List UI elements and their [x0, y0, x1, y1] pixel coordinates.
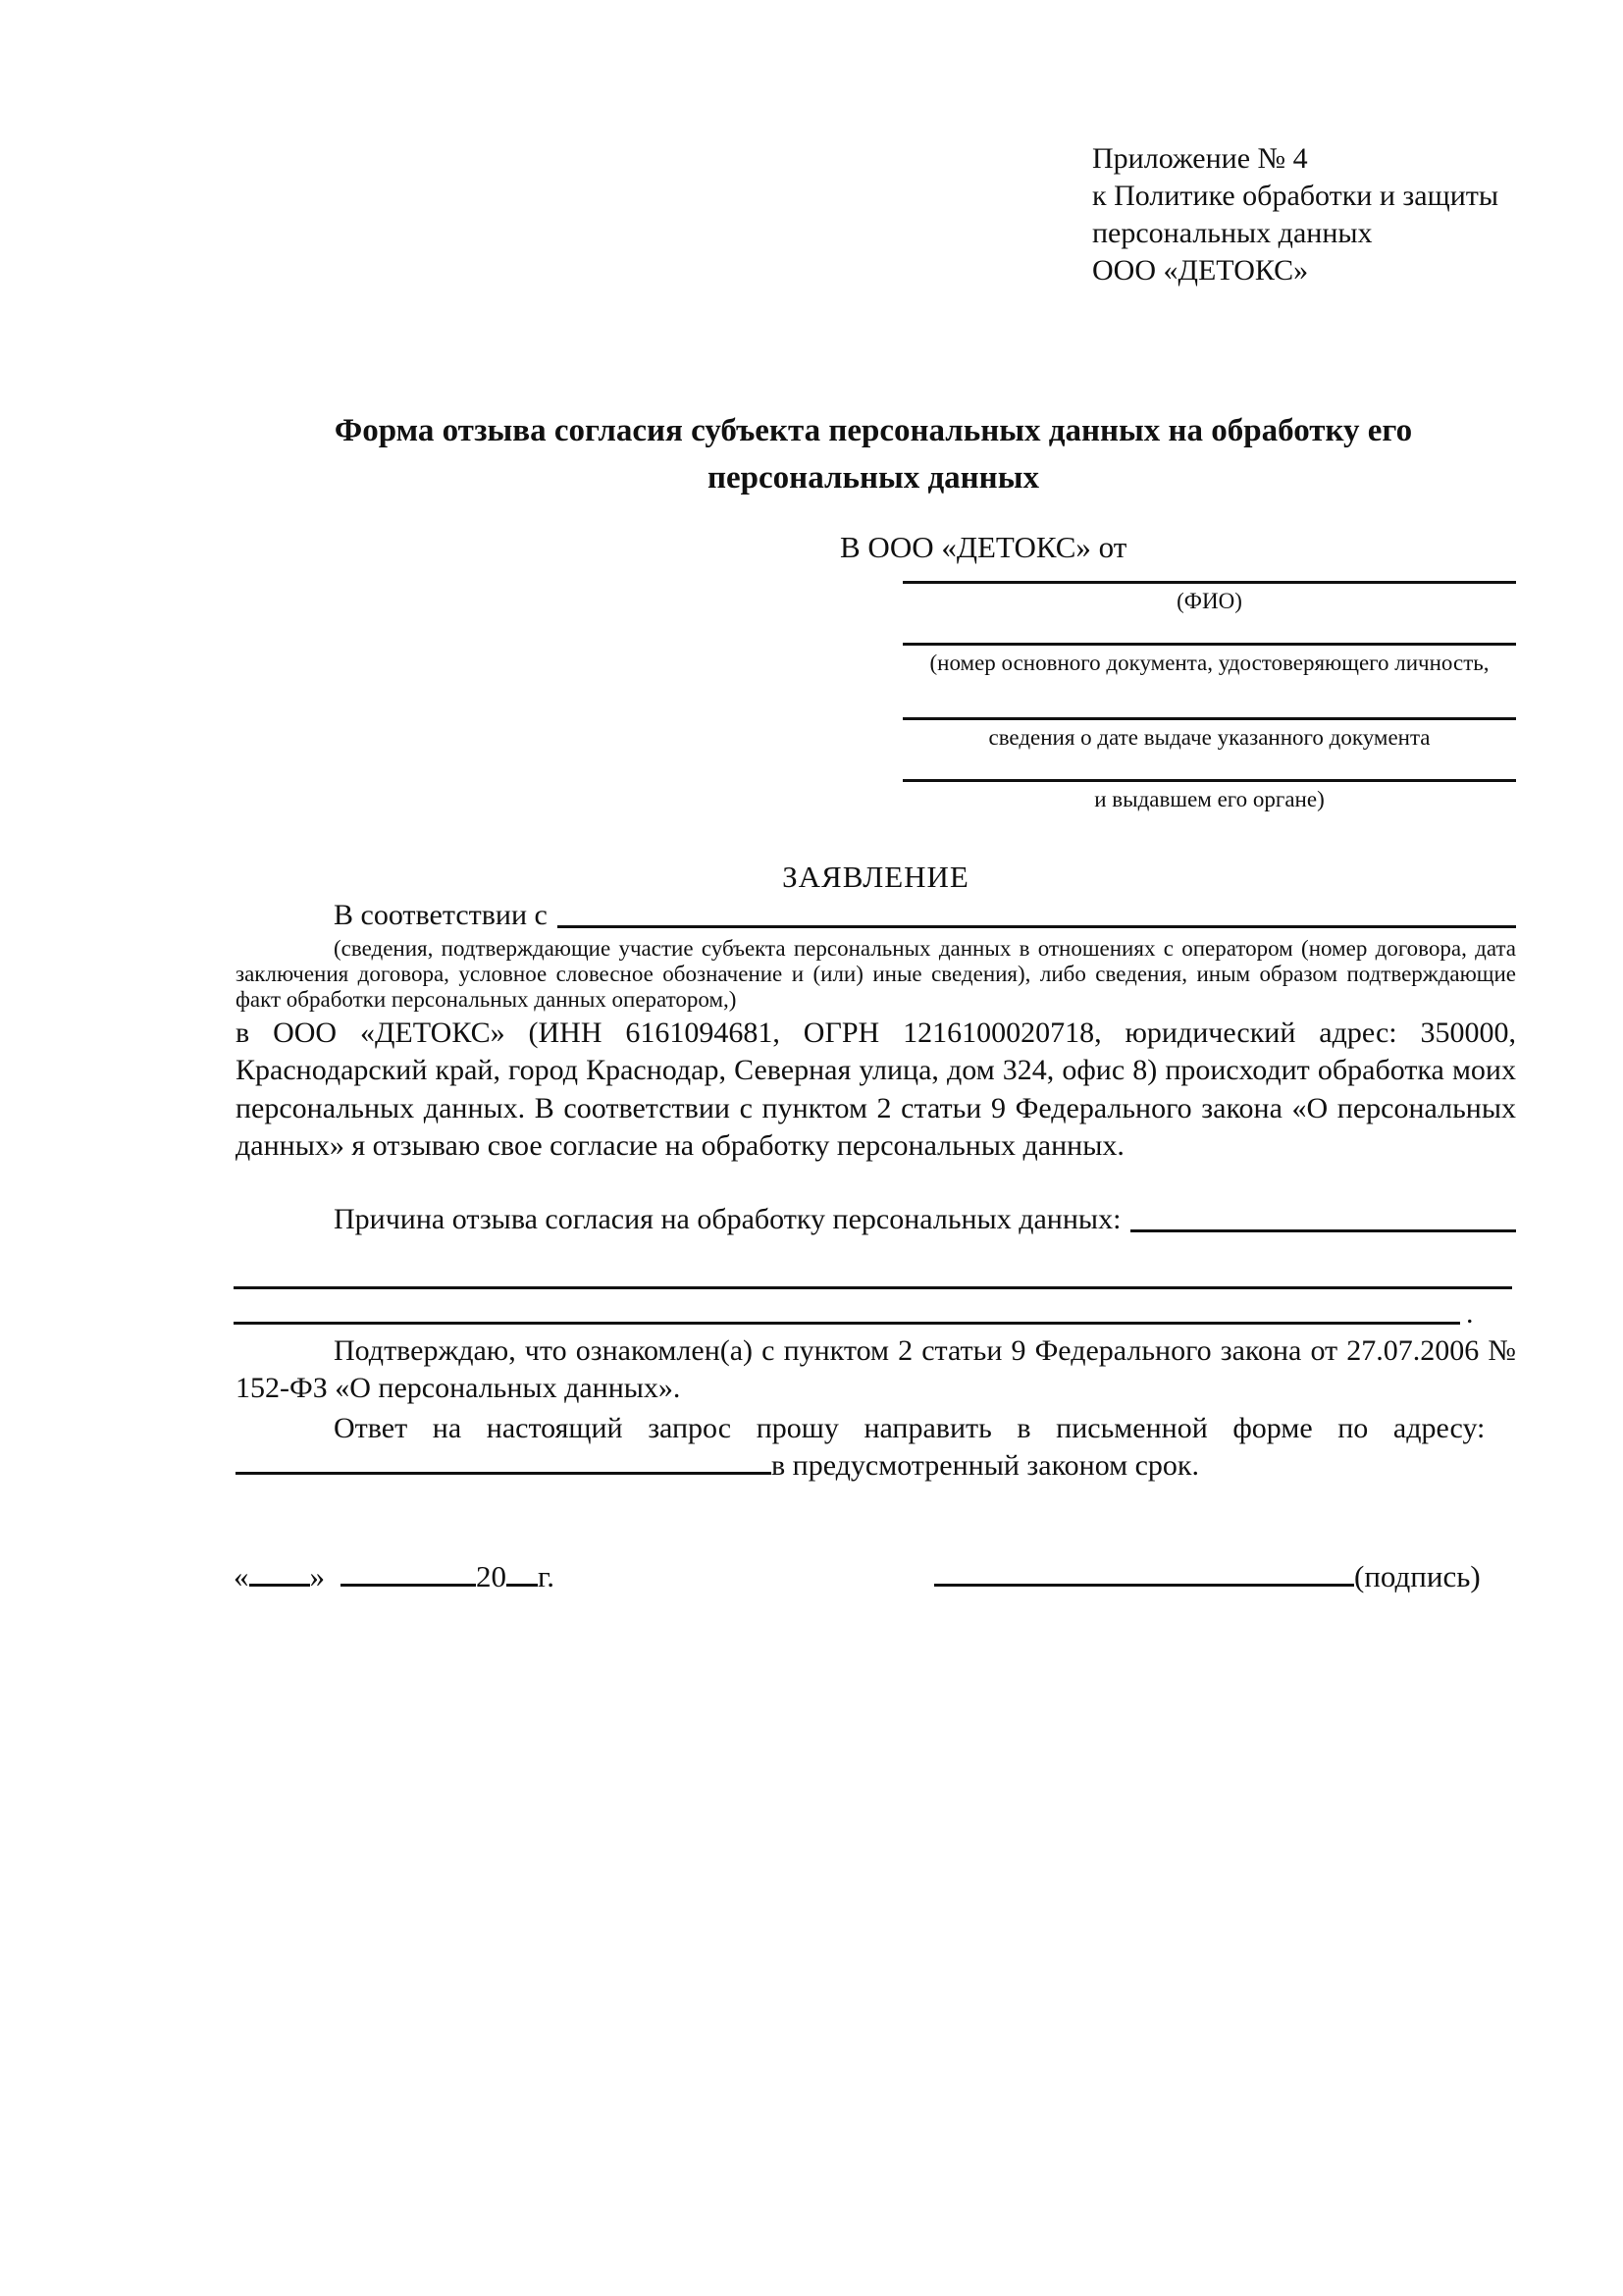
signature-caption: (подпись) [1354, 1559, 1481, 1593]
issuing-authority-caption: и выдавшем его органе) [1094, 787, 1325, 811]
document-title: Форма отзыва согласия субъекта персональных данных на обработку его персональных данных [334, 413, 1413, 496]
document-number-caption: (номер основного документа, удостоверяющего личность, [929, 651, 1490, 675]
fio-blank-line [903, 581, 1516, 584]
date-year-suffix: г. [538, 1559, 554, 1593]
reason-prefix: Причина отзыва согласия на обработку персональных данных: [334, 1203, 1122, 1235]
reply-paragraph [236, 1410, 1516, 1486]
date-row [234, 1559, 554, 1594]
appendix-line-4: ООО «ДЕТОКС» [1092, 254, 1309, 287]
issuing-authority-blank-line [903, 779, 1516, 782]
reason-continuation-line-1 [234, 1286, 1512, 1289]
footnote-text: (сведения, подтверждающие участие субъекта персональных данных в отношениях с оператором (номер договора, дата заключения договора, условное словесное обозначение и (или) иные сведения), либо сведения, иным образом подтверждающие факт обработки персональных данных оператором,) [236, 936, 1516, 1012]
signature-blank-line [934, 1584, 1354, 1587]
confirmation-paragraph: Подтверждаю, что ознакомлен(а) с пунктом 2 статьи 9 Федерального закона от 27.07.2006 № 152-ФЗ «О персональных данных». [236, 1334, 1516, 1405]
accordance-blank-line [557, 925, 1516, 928]
reply-suffix: в предусмотренный законом срок. [771, 1449, 1199, 1483]
statement-heading: ЗАЯВЛЕНИЕ [782, 860, 969, 894]
date-year-prefix: 20 [476, 1559, 506, 1593]
date-year-blank [506, 1584, 538, 1587]
appendix-block [1092, 140, 1498, 289]
date-open-quote: « [234, 1559, 249, 1593]
date-close-quote: » [309, 1559, 325, 1593]
reason-blank-line [1130, 1229, 1516, 1232]
reason-row [236, 1201, 1516, 1238]
addressee-line: В ООО «ДЕТОКС» от [840, 530, 1127, 564]
reason-end-period: . [1466, 1297, 1474, 1330]
document-number-blank-line [903, 643, 1516, 646]
date-day-blank [249, 1584, 310, 1587]
reason-continuation-line-2 [234, 1322, 1460, 1325]
issue-date-blank-line [903, 717, 1516, 720]
date-month-blank [340, 1584, 476, 1587]
appendix-line-1: Приложение № 4 [1092, 142, 1308, 175]
issue-date-caption: сведения о дате выдаче указанного документа [988, 725, 1431, 750]
accordance-prefix: В соответствии с [334, 899, 548, 931]
fio-caption: (ФИО) [1177, 589, 1242, 613]
body-paragraph: в ООО «ДЕТОКС» (ИНН 6161094681, ОГРН 1216100020718, юридический адрес: 350000, Краснодарский край, город Краснодар, Северная улица, дом 324, офис 8) происходит обработка моих персональных данных. В соответствии с пунктом 2 статьи 9 Федерального закона «О персональных данных» я отзываю свое согласие на обработку персональных данных. [236, 1017, 1516, 1163]
reply-prefix: Ответ на настоящий запрос прошу направить в письменной форме по адресу: [334, 1412, 1486, 1444]
reply-address-blank-line [236, 1472, 771, 1475]
appendix-line-2: к Политике обработки и защиты [1092, 180, 1499, 212]
appendix-line-3: персональных данных [1092, 217, 1373, 249]
accordance-row [236, 897, 1516, 934]
signature-row [934, 1559, 1481, 1594]
